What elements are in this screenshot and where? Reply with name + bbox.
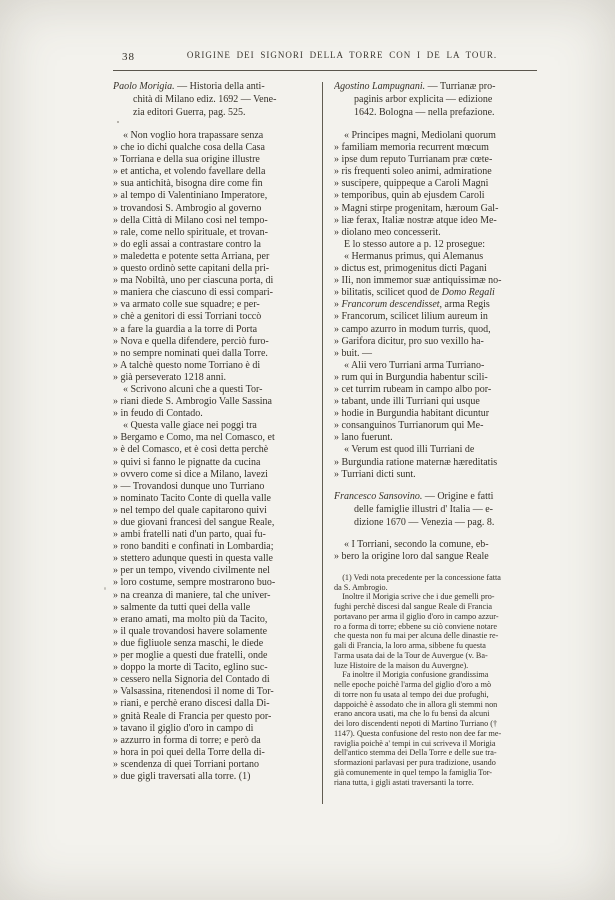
text-line: » liæ ferax, Italiæ nostræ atque ideo Me- — [334, 214, 497, 226]
text-line: » Bergamo e Como, ma nel Comasco, et — [113, 432, 275, 444]
text-line: fughi perchè discesi dal sangue Reale di Francia — [334, 602, 493, 612]
text-line: zia editori Guerra, pag. 525. — [113, 107, 246, 118]
text-line: dei loro discendenti nepoti di Martino Turriano († — [334, 719, 498, 729]
column-divider-rule — [322, 82, 323, 804]
text-line: » due gigli traversati alla torre. (1) — [113, 770, 251, 782]
left-column-body — [113, 130, 310, 783]
running-header — [113, 50, 537, 65]
text-line: » hodie in Burgundia habitant dicuntur — [334, 408, 490, 420]
text-line: » — Trovandosi dunque uno Turriano — [113, 480, 265, 492]
text-line: » nominato Tacito Conte di quella valle — [113, 492, 271, 504]
footnote-block — [334, 573, 537, 788]
page-content — [113, 50, 537, 804]
text-line: dell'antico stemma dei Della Torre e delle sue tra- — [334, 748, 497, 758]
text-line: raviglia poichè a' tempi in cui scriveva il Morigia — [334, 738, 496, 748]
text-line: » IIi, non immemor suæ antiquissimæ no- — [334, 275, 502, 287]
text-line: » Torriana e della sua origine illustre — [113, 154, 260, 166]
text-line: » nel tempo del quale capitarono quivi — [113, 504, 267, 516]
text-line: » erano amati, ma molto più da Tacito, — [113, 613, 268, 625]
text-line: l'arma usata dai de la Tour de Auvergue (v. Ba- — [334, 650, 488, 660]
two-column-text — [113, 80, 537, 804]
text-line: « Scrivono alcuni che a questi Tor- — [113, 383, 263, 395]
text-line: » Turriani dicti sunt. — [334, 468, 416, 480]
text-line: » ris frequenti soleo animi, admiratione — [334, 166, 492, 178]
text-line: » Francorum descendisset, arma Regis — [334, 299, 490, 311]
text-line: E lo stesso autore a p. 12 prosegue: — [334, 238, 486, 250]
text-line: » lano fuerunt. — [334, 432, 393, 444]
text-line: » va armato colle sue squadre; e per- — [113, 299, 260, 311]
text-line: » gnità Reale di Francia per questo por- — [113, 710, 272, 722]
right-column-body-1 — [334, 130, 537, 481]
text-line: » riani, e perchè erano discesi dalla Di- — [113, 698, 270, 710]
text-line: » maniera che ciascuno di essi compari- — [113, 287, 273, 299]
left-source-heading — [113, 80, 310, 119]
text-line: » Valsassina, ritenendosi il nome di Tor- — [113, 686, 274, 698]
text-line: paginis arbor explicita — edizione — [334, 94, 493, 105]
text-line: » della Città di Milano cosi nel tempo- — [113, 214, 268, 226]
text-line: luze Histoire de la maison du Auvergne). — [334, 660, 469, 670]
text-line: Francesco Sansovino. — Origine e fatti — [334, 490, 494, 502]
text-line: « Principes magni, Mediolani quorum — [334, 130, 496, 141]
text-line: dappoichè è assodato che in allora gli stemmi non — [334, 699, 498, 709]
text-line: portavano per arma il giglio d'oro in campo azzur- — [334, 611, 499, 621]
text-line: » maledetta e potente setta Arriana, per — [113, 250, 270, 262]
text-line: » stettero adunque questi in questa valle — [113, 553, 273, 565]
text-line: erano ancora usati, ma che lo fu bensì da alcuni — [334, 709, 490, 719]
text-line: » campo azurro in modum turris, quod, — [334, 323, 491, 335]
text-line: « Questa valle giace nei poggi tra — [113, 420, 257, 432]
text-line: » suscipere, quippeque a Caroli Magni — [334, 178, 489, 190]
text-line: « Verum est quod illi Turriani de — [334, 444, 475, 456]
text-line: » Nova e quella difendere, perciò furo- — [113, 335, 269, 347]
text-line: » due figliuole senza maschi, le diede — [113, 637, 264, 649]
text-line: » buit. — — [334, 347, 373, 359]
text-line: » diolano meo concesserit. — [334, 226, 441, 238]
text-line: Fa inoltre il Morigia confusione grandissima — [334, 670, 489, 680]
text-line: » Francorum, scilicet lilium aureum in — [334, 311, 488, 323]
text-line: » bero la origine loro dal sangue Reale — [334, 550, 489, 562]
text-line: » et anticha, et volendo favellare della — [113, 166, 266, 178]
text-line: » A talchè questo nome Torriano è di — [113, 359, 261, 371]
text-line: » salmente da tutti quei della valle — [113, 601, 251, 613]
text-line: » ipse dum reputo Turrianam præ cœte- — [334, 154, 493, 166]
text-line: » cet turrim rubeam in campo albo por- — [334, 383, 492, 395]
text-line: » temporibus, quin ab ejusdem Caroli — [334, 190, 485, 202]
text-line: » trovandosi S. Ambrogio al governo — [113, 202, 262, 214]
text-line: » familiam memoria recurrent mœcum — [334, 142, 489, 154]
text-line: » tabant, unde illi Turriani qui usque — [334, 396, 480, 408]
text-line: » il quale trovandosi havere solamente — [113, 625, 268, 637]
text-line: ro a forma di torre; ebbene su ciò conviene notare — [334, 621, 497, 631]
text-line: » ambi fratelli nati d'un parto, quai fu- — [113, 529, 266, 541]
text-line: gali di Francia, la loro arma, sibbene fu questa — [334, 641, 486, 651]
right-column — [334, 80, 537, 804]
text-line: » Magni stirpe progenitam, hæroum Gal- — [334, 202, 499, 214]
text-line: » per un tempo, vivendo civilmente nel — [113, 565, 270, 577]
text-line: (1) Vedi nota precedente per la concessione fatta — [334, 572, 501, 582]
text-line: già comunemente in quel tempo la famiglia Tor- — [334, 767, 493, 777]
scan-speck — [104, 587, 106, 590]
text-line: » che io dichi qualche cosa della Casa — [113, 142, 265, 154]
text-line: chità di Milano ediz. 1692 — Vene- — [113, 94, 277, 105]
left-column — [113, 80, 310, 804]
text-line: » ovvero come si dice a Milano, lavezi — [113, 468, 268, 480]
text-line: » Burgundia ratione maternæ hæreditatis — [334, 456, 498, 468]
text-line: » rale, come nello spirituale, et trovan- — [113, 226, 268, 238]
text-line: Inoltre il Morigia scrive che i due gemelli pro- — [334, 592, 495, 602]
text-line: da S. Ambrogio. — [334, 582, 388, 592]
text-line: » riani diede S. Ambrogio Valle Sassina — [113, 396, 272, 408]
text-line: sformazioni parlavasi per pura tradizione, usando — [334, 758, 496, 768]
text-line: » sua antichità, bisogna dire come fin — [113, 178, 263, 190]
text-line: « Hermanus primus, qui Alemanus — [334, 250, 484, 262]
page-number: 38 — [122, 51, 135, 63]
text-line: » cessero nella Signoria del Contado di — [113, 674, 270, 686]
right-column-body-2 — [334, 539, 537, 563]
text-line: » già perseverato 1218 anni. — [113, 371, 227, 383]
text-line: » al tempo di Valentiniano Imperatore, — [113, 190, 268, 202]
text-line: » scendenza di quei Torriani portano — [113, 758, 260, 770]
text-line: » doppo la morte di Tacito, eglino suc- — [113, 662, 268, 674]
text-line: » tavano il giglio d'oro in campo di — [113, 722, 254, 734]
text-line: « Alii vero Turriani arma Turriano- — [334, 359, 485, 371]
text-line: » rum qui in Burgundia habentur scili- — [334, 371, 488, 383]
text-line: » a fare la guardia a la torre di Porta — [113, 323, 258, 335]
text-line: che questa non fu mai per alcuna delle dinastie re- — [334, 631, 499, 641]
text-line: di torre non fu usata al tempo dei due profughi, — [334, 689, 489, 699]
text-line: » in feudo di Contado. — [113, 408, 203, 420]
text-line: » consanguinos Turrianorum qui Me- — [334, 420, 484, 432]
text-line: » hora in poi quei della Torre della di- — [113, 746, 265, 758]
text-line: » questo ordinò sette capitani della pri- — [113, 263, 270, 275]
text-line: dizione 1670 — Venezia — pag. 8. — [334, 516, 495, 528]
text-line: riana tutta, i gigli astati traversanti la torre. — [334, 777, 474, 787]
text-line: » loro costume, sempre mostrarono buo- — [113, 577, 276, 589]
text-line: 1147). Questa confusione del resto non dee far me- — [334, 728, 502, 738]
text-line: » dictus est, primogenitus dicti Pagani — [334, 263, 487, 275]
text-line: « Non voglio hora trapassare senza — [113, 130, 264, 141]
text-line: delle famiglie illustri d' Italia — e- — [334, 503, 493, 515]
header-rule — [113, 70, 537, 71]
text-line: » ma Nobiltà, uno per ciascuna porta, di — [113, 275, 274, 287]
text-line: » Garifora dicitur, pro suo vexillo ha- — [334, 335, 484, 347]
text-line: » no sempre nominati quei dalla Torre. — [113, 347, 268, 359]
text-line: » chè a genitori di essi Torriani toccò — [113, 311, 262, 323]
text-line: » na creanza di maniere, tal che univer- — [113, 589, 271, 601]
right-source-heading-2 — [334, 490, 537, 529]
text-line: » quivi si fanno le pignatte da cucina — [113, 456, 261, 468]
text-line: 1642. Bologna — nella prefazione. — [334, 107, 495, 118]
text-line: » per moglie a questi due fratelli, onde — [113, 650, 268, 662]
text-line: » bilitatis, scilicet quod de Domo Regali — [334, 287, 495, 299]
text-line: » azzurro in forma di torre; e però da — [113, 734, 261, 746]
running-title: ORIGINE DEI SIGNORI DELLA TORRE CON I DE LA TOUR. — [186, 50, 498, 60]
text-line: » do egli assai a contrastare contro la — [113, 238, 261, 250]
right-source-heading-1 — [334, 80, 537, 119]
text-line: Agostino Lampugnani. — Turrianæ pro- — [334, 81, 496, 92]
text-line: nelle epoche poichè l'arma del giglio d'oro a mò — [334, 680, 492, 690]
text-line: » due giovani francesi del sangue Reale, — [113, 517, 275, 528]
text-line: Paolo Morigia. — Historia della anti- — [113, 81, 265, 92]
text-line: » è del Comasco, et è così detta perchè — [113, 444, 269, 456]
text-line: » rono banditi e confinati in Lombardia; — [113, 541, 274, 553]
text-line: « I Torriani, secondo la comune, eb- — [334, 538, 489, 550]
